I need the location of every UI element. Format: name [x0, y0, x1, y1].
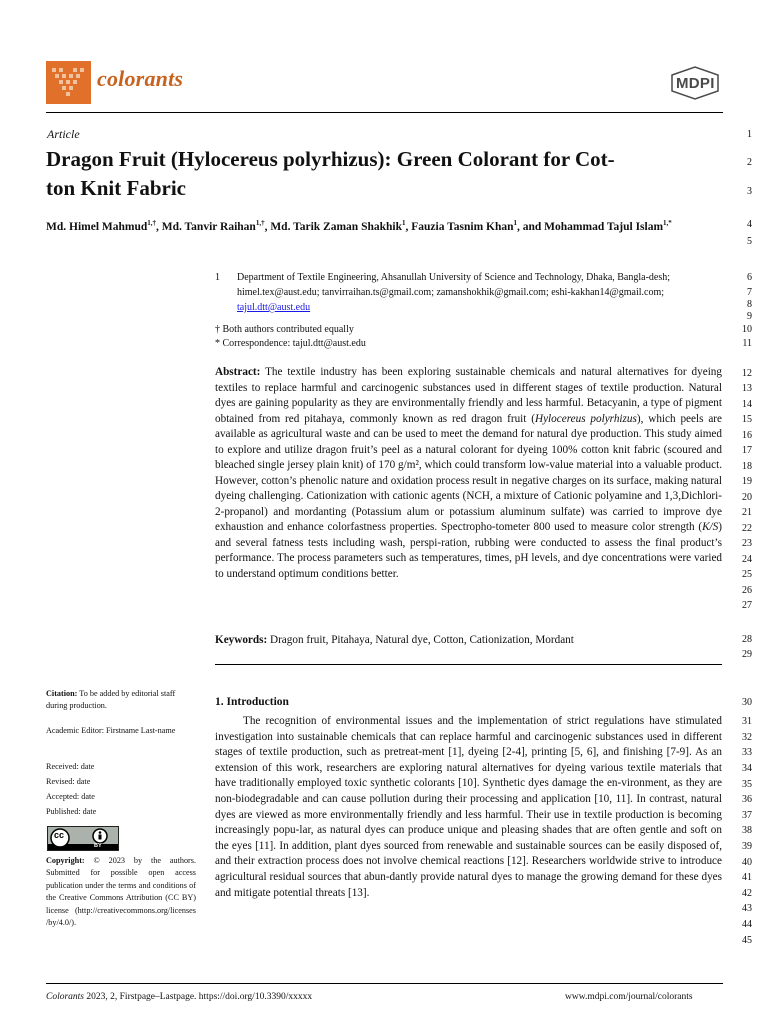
copyright-label: Copyright:	[46, 856, 85, 865]
abstract-italic-2: K/S	[702, 521, 719, 533]
line-number: 41	[742, 872, 752, 883]
author-affiliation-mark: 1	[402, 219, 406, 227]
line-number: 22	[742, 523, 752, 534]
revised-date: Revised: date	[46, 777, 91, 786]
line-number: 2	[747, 157, 752, 168]
mdpi-logo-icon	[668, 66, 722, 100]
cc-text: cc	[54, 830, 65, 840]
author-affiliation-mark: 1,*	[663, 219, 672, 227]
affiliation-email-link[interactable]: tajul.dtt@aust.edu	[237, 302, 311, 313]
line-number: 40	[742, 857, 752, 868]
copyright-text: © 2023 by the authors. Submitted for possible open access publication under the terms and conditions of the Creative Commons Attribution (CC BY) license (http://creativecommons.org/licenses /by/4.0/).	[46, 856, 196, 928]
keywords-label: Keywords:	[215, 634, 268, 646]
line-number: 17	[742, 445, 752, 456]
line-number: 20	[742, 492, 752, 503]
keywords-rule	[215, 664, 722, 665]
citation-note	[46, 688, 196, 713]
line-number: 39	[742, 841, 752, 852]
line-number: 43	[742, 903, 752, 914]
line-number: 5	[747, 236, 752, 247]
footer-citation-rest: 2023, 2, Firstpage–Lastpage. https://doi.org/10.3390/xxxxx	[84, 992, 313, 1002]
line-number: 23	[742, 538, 752, 549]
line-number: 12	[742, 368, 752, 379]
journal-logo-icon	[46, 61, 91, 104]
line-number: 3	[747, 186, 752, 197]
line-number: 21	[742, 507, 752, 518]
article-type: Article	[47, 127, 80, 141]
author-affiliation-mark: 1,†	[255, 219, 265, 227]
author-list	[46, 215, 726, 236]
keywords-text: Dragon fruit, Pitahaya, Natural dye, Cotton, Cationization, Mordant	[267, 634, 574, 646]
line-number: 31	[742, 716, 752, 727]
footer-citation	[46, 992, 312, 1002]
abstract-text-1: The textile industry has been exploring sustainable chemicals and natural alternatives for dyeing textiles to replace harmful and carcinogenic substances used in different stages of textile production. Natural dyes are gaining popularity as they are environmentally friendly and less harmful. Betacyanin, a type of pigment obtained from red pitahaya, commonly known as red dragon fruit (	[215, 366, 722, 425]
line-number: 10	[742, 324, 752, 335]
author-affiliation-mark: 1	[513, 219, 518, 227]
abstract-text-3: ) and several fatness tests including wash, perspi-ration, rubbing were conducted to assess the final product’s performance. The process parameters such as temperatures, times, pH levels, and dye concentrations were varied to understand optimum conditions better.	[215, 521, 722, 580]
line-number: 44	[742, 919, 752, 930]
author-name: , Md. Tarik Zaman Shakhik	[264, 220, 402, 233]
line-number: 11	[742, 338, 752, 349]
line-number: 25	[742, 569, 752, 580]
line-number: 33	[742, 747, 752, 758]
introduction-text: The recognition of environmental issues and the implementation of strict regulations have stimulated investigation into sustainable chemicals that can replace harmful and carcinogenic substances used in different stages of textile production, such as pretreat-ment [1], dyeing [2-4], printing [5, 6], and finishing [7-9]. As an extension of this work, researchers are exploring natural alternatives for dyeing various textile materials that have traditionally employed toxic synthetic colorants [10]. Synthetic dyes damage the en-vironment, as they are non-biodegradable and can cause pollution during their processing and application [10, 11]. In contrast, natural dyes are viewed as more environmentally friendly and less harmful. Their use in textile production is becoming increasingly popu-lar, as natural dyes can produce unique and pleasing shades that are often gentle and soft on the eyes [11]. In addition, plant dyes sourced from renewable and sustainable sources can be easily disposed of, and their extraction process does not involve chemical reactions [12]. Researchers worldwide strive to introduce agricultural residual sources that abun-dantly provide natural dyes to manage the growing demand for these dyes and mitigate potential threats [13].	[215, 715, 722, 899]
line-number: 9	[747, 311, 752, 322]
footer-url[interactable]: www.mdpi.com/journal/colorants	[565, 992, 693, 1002]
cc-by-text: BY	[94, 843, 102, 849]
line-number: 32	[742, 732, 752, 743]
line-number: 36	[742, 794, 752, 805]
author-name: , Fauzia Tasnim Khan	[405, 220, 514, 233]
line-number: 24	[742, 554, 752, 565]
journal-name: colorants	[97, 66, 184, 91]
line-number: 7	[747, 287, 752, 298]
affiliation-number: 1	[215, 272, 220, 283]
line-number: 18	[742, 461, 752, 472]
line-number: 4	[747, 219, 752, 230]
mdpi-logo-text: MDPI	[676, 75, 715, 92]
footer-rule	[46, 983, 723, 984]
line-number: 38	[742, 825, 752, 836]
author-name: , and Mohammad Tajul Islam	[517, 220, 664, 233]
line-number: 45	[742, 935, 752, 946]
abstract	[215, 365, 722, 582]
published-date: Published: date	[46, 807, 97, 816]
keywords	[215, 633, 722, 648]
equal-contribution-note: † Both authors contributed equally	[215, 324, 354, 335]
section-heading: 1. Introduction	[215, 696, 289, 708]
cc-by-license-icon	[47, 826, 119, 851]
line-number: 27	[742, 600, 752, 611]
author-affiliation-mark: 1,†	[147, 219, 157, 227]
citation-label: Citation:	[46, 689, 78, 698]
line-number: 34	[742, 763, 752, 774]
accepted-date: Accepted: date	[46, 792, 95, 801]
correspondence-note: * Correspondence: tajul.dtt@aust.edu	[215, 338, 366, 349]
line-number: 37	[742, 810, 752, 821]
copyright-note	[46, 855, 196, 929]
line-number: 35	[742, 779, 752, 790]
line-number: 19	[742, 476, 752, 487]
abstract-text-2: ), which peels are available as agricultural waste and can be used to meet the demand for natural dye production. This study aimed to explore and utilize dragon fruit’s peel as a natural colorant for dyeing 100% cotton knit fabric (scoured and bleached single jersey plain knit) of 170 g/m², which could transform low-value material into a valuable product. However, cotton’s phenolic nature and oxidation process result in negative charges on its surface, making natural dyeing challenging. Cationization with cationic agents (NCH, a mixture of Cationic polyamine and 1,3,Dichlori-2-propanol) and mordanting (Potassium alum or potassium aluminum sulfate) was carried to improve dye exhaustion and enhance colorfastness properties. Spectropho-tometer 800 used to measure color strength (	[215, 412, 722, 533]
line-number: 28	[742, 634, 752, 645]
paper-title	[46, 145, 711, 203]
line-number: 15	[742, 414, 752, 425]
line-number: 6	[747, 272, 752, 283]
affiliation-text	[237, 270, 715, 315]
abstract-italic-1: Hylocereus polyrhizus	[535, 412, 637, 425]
line-number: 42	[742, 888, 752, 899]
citation-text: To be added by editorial staff during production.	[46, 689, 176, 711]
line-number: 30	[742, 697, 752, 708]
footer-journal: Colorants	[46, 992, 85, 1002]
line-number: 13	[742, 383, 752, 394]
author-name: Md. Himel Mahmud	[46, 220, 148, 233]
line-number: 1	[747, 129, 752, 140]
line-number: 29	[742, 649, 752, 660]
line-number: 14	[742, 399, 752, 410]
abstract-label: Abstract:	[215, 366, 261, 378]
line-number: 8	[747, 299, 752, 310]
header-rule	[46, 112, 723, 113]
line-number: 26	[742, 585, 752, 596]
line-number: 16	[742, 430, 752, 441]
academic-editor: Academic Editor: Firstname Last-name	[46, 726, 176, 735]
title-line-2: ton Knit Fabric	[46, 176, 186, 200]
author-name: , Md. Tanvir Raihan	[156, 220, 256, 233]
title-line-1: Dragon Fruit (Hylocereus polyrhizus): Green Colorant for Cot-	[46, 147, 615, 171]
received-date: Received: date	[46, 762, 95, 771]
affiliation-body: Department of Textile Engineering, Ahsanullah University of Science and Technology, Dhaka, Bangla-desh; himel.tex@aust.edu; tanvirraihan.ts@gmail.com; zamanshokhik@gmail.com; eshi-kakhan14@gmail.com;	[237, 272, 671, 298]
